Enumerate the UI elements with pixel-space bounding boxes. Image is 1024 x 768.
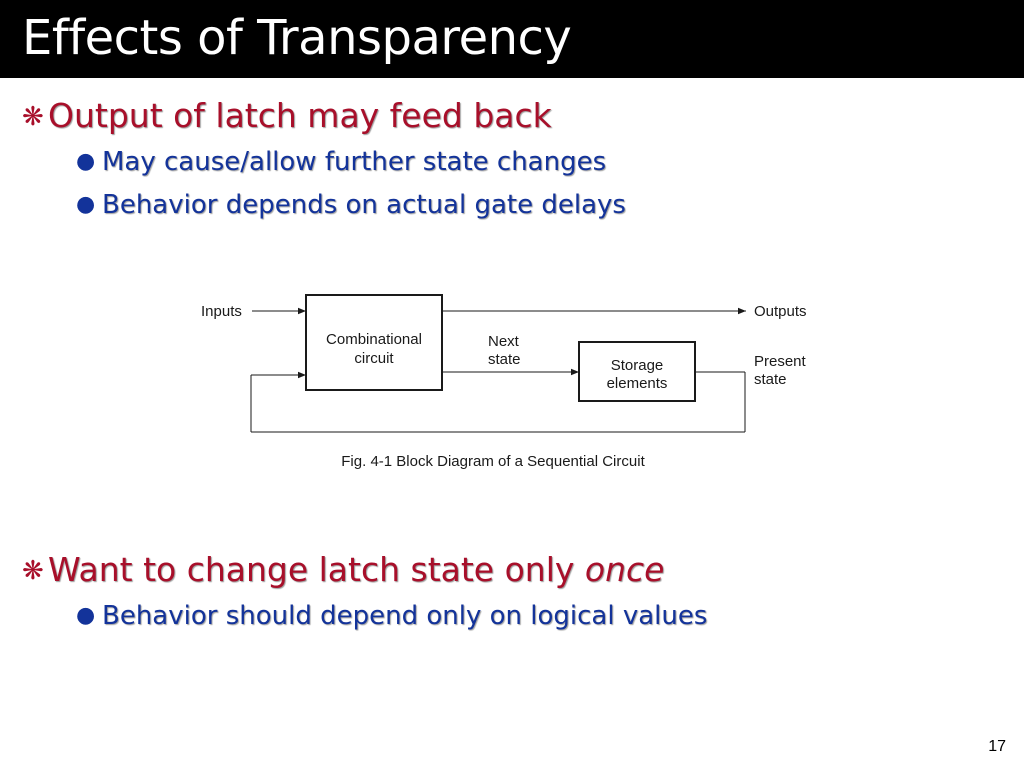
bullet-dot-icon: ● bbox=[76, 192, 96, 217]
storage-label-line1: Storage bbox=[610, 357, 664, 374]
bullet-text: Behavior depends on actual gate delays bbox=[102, 190, 626, 220]
bullet-text: Behavior should depend only on logical values bbox=[102, 601, 708, 631]
bullet-level2 bbox=[76, 600, 707, 632]
bullet-level2 bbox=[76, 146, 606, 178]
bullet-level2 bbox=[76, 189, 626, 221]
next-state-label-line2: state bbox=[488, 351, 521, 368]
present-state-label-line1: Present bbox=[754, 353, 806, 370]
sequential-circuit-diagram bbox=[196, 286, 836, 478]
bullet-level1 bbox=[22, 550, 664, 591]
present-state-label-line2: state bbox=[754, 371, 787, 388]
slide-title: Effects of Transparency bbox=[22, 10, 572, 66]
bullet-level1 bbox=[22, 96, 552, 137]
bullet-text: Want to change latch state only bbox=[48, 550, 585, 589]
figure-caption: Fig. 4-1 Block Diagram of a Sequential Circuit bbox=[341, 453, 645, 470]
inputs-label: Inputs bbox=[201, 303, 242, 320]
asterisk-icon: ❋ bbox=[22, 556, 44, 586]
bullet-text: Output of latch may feed back bbox=[48, 96, 552, 135]
bullet-dot-icon: ● bbox=[76, 603, 96, 628]
combinational-label-line2: circuit bbox=[354, 350, 394, 367]
bullet-text: May cause/allow further state changes bbox=[102, 147, 607, 177]
storage-label-line2: elements bbox=[606, 375, 668, 392]
combinational-label-line1: Combinational bbox=[326, 331, 422, 348]
page-number: 17 bbox=[988, 738, 1006, 755]
asterisk-icon: ❋ bbox=[22, 102, 44, 132]
title-bar bbox=[0, 0, 1024, 78]
bullet-dot-icon: ● bbox=[76, 149, 96, 174]
next-state-label-line1: Next bbox=[488, 333, 519, 350]
outputs-label: Outputs bbox=[754, 303, 807, 320]
bullet-emphasis: once bbox=[584, 550, 665, 589]
